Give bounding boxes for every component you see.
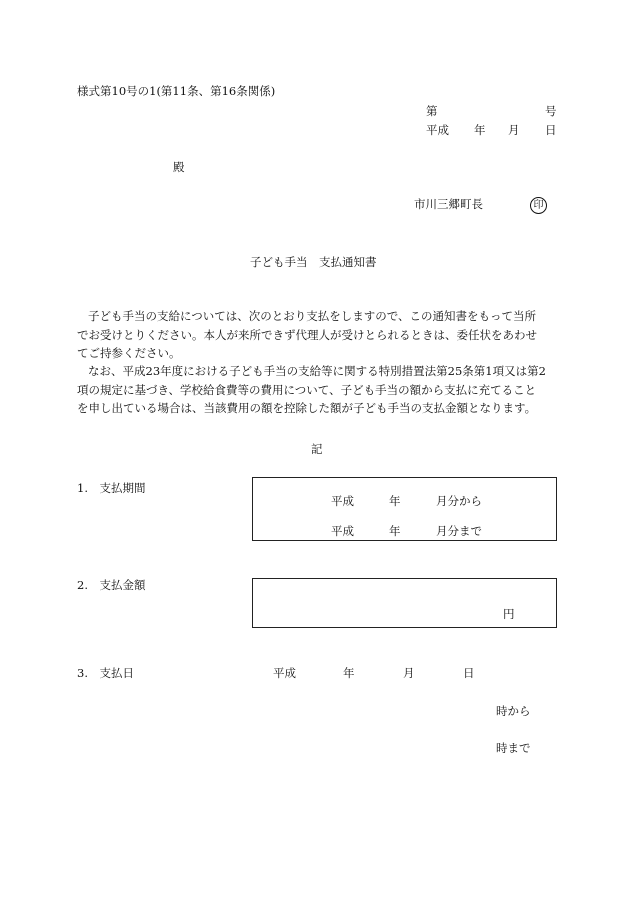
header-month: 月 bbox=[508, 123, 520, 137]
period-from-year: 年 bbox=[389, 494, 401, 508]
header-day: 日 bbox=[545, 123, 557, 137]
seal-icon: 印 bbox=[530, 197, 547, 214]
body-paragraph-1 bbox=[77, 307, 557, 363]
amount-label: 2. 支払金額 bbox=[77, 578, 146, 592]
period-to-era: 平成 bbox=[331, 524, 354, 538]
header-era: 平成 bbox=[426, 123, 449, 137]
period-from-month: 月分から bbox=[436, 494, 482, 508]
number-prefix: 第 bbox=[426, 104, 438, 118]
body-line: てご持参ください。 bbox=[77, 346, 181, 360]
body-line: でお受けとりください。本人が来所できず代理人が受けとられるときは、委任状をあわせ bbox=[77, 327, 537, 342]
date-from-time: 時から bbox=[496, 704, 531, 718]
body-line: なお、平成23年度における子ども手当の支給等に関する特別措置法第25条第1項又は第2 bbox=[88, 364, 546, 378]
body-line: を申し出ている場合は、当該費用の額を控除した額が子ども手当の支払金額となります。 bbox=[77, 401, 537, 415]
body-line: 子ども手当の支給については、次のとおり支払をしますので、この通知書をもって当所 bbox=[88, 309, 537, 323]
body-line: 項の規定に基づき、学校給食費等の費用について、子ども手当の額から支払に充てること bbox=[77, 382, 537, 397]
date-to-time: 時まで bbox=[496, 741, 531, 755]
date-day: 日 bbox=[463, 666, 475, 680]
date-label: 3. 支払日 bbox=[77, 666, 134, 680]
header-year: 年 bbox=[474, 123, 486, 137]
period-to-year: 年 bbox=[389, 524, 401, 538]
ki-label: 記 bbox=[311, 442, 323, 456]
date-year: 年 bbox=[343, 666, 355, 680]
period-from-era: 平成 bbox=[331, 494, 354, 508]
addressee-suffix: 殿 bbox=[173, 160, 185, 174]
period-to-month: 月分まで bbox=[436, 524, 482, 538]
date-month: 月 bbox=[403, 666, 415, 680]
date-era: 平成 bbox=[273, 666, 296, 680]
body-paragraph-2 bbox=[77, 362, 557, 418]
form-id: 様式第10号の1(第11条、第16条関係) bbox=[77, 84, 276, 98]
period-box bbox=[252, 477, 557, 541]
document-title: 子ども手当 支払通知書 bbox=[250, 255, 377, 269]
number-suffix: 号 bbox=[545, 104, 557, 118]
amount-unit: 円 bbox=[503, 607, 515, 621]
issuer-title: 市川三郷町長 bbox=[414, 197, 483, 211]
period-label: 1. 支払期間 bbox=[77, 481, 146, 495]
